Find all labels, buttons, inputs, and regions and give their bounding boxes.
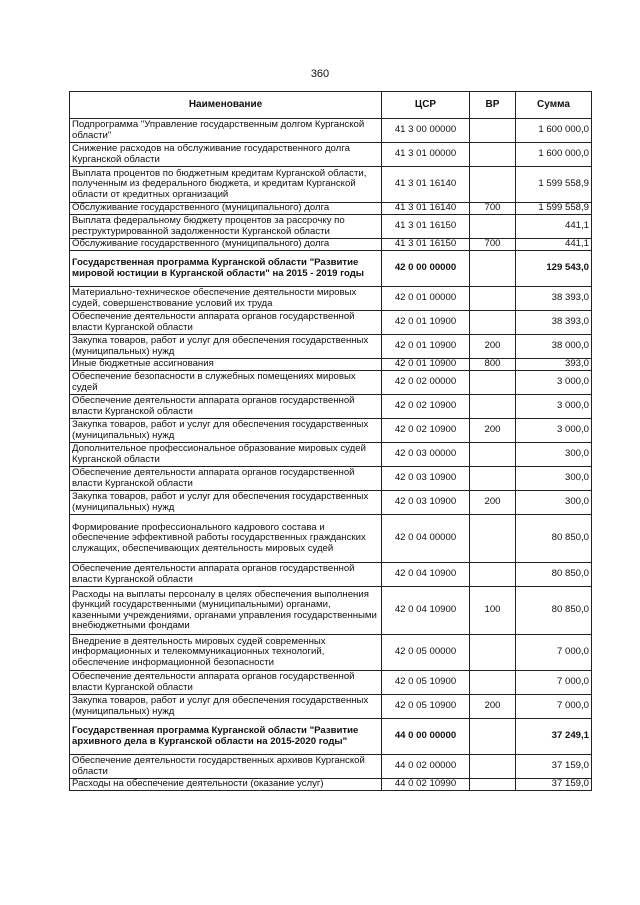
row-name: Расходы на обеспечение деятельности (оказание услуг) [70, 779, 382, 791]
row-vr [470, 371, 516, 395]
header-name: Наименование [70, 92, 382, 119]
row-csr: 42 0 02 10900 [382, 419, 470, 443]
table-body [70, 119, 592, 791]
row-csr: 42 0 04 10900 [382, 587, 470, 635]
row-name: Снижение расходов на обслуживание государственного долга Курганской области [70, 143, 382, 167]
row-csr: 41 3 01 16140 [382, 203, 470, 215]
row-sum: 7 000,0 [516, 695, 592, 719]
row-sum: 300,0 [516, 467, 592, 491]
row-name: Формирование профессионального кадрового состава и обеспечение эффективной работы государственных гражданских служащих, обеспечивающих деятельность мировых судей [70, 515, 382, 563]
table-row [70, 359, 592, 371]
row-vr: 700 [470, 203, 516, 215]
row-sum: 80 850,0 [516, 563, 592, 587]
row-vr: 200 [470, 695, 516, 719]
row-vr [470, 635, 516, 671]
table-row [70, 287, 592, 311]
row-name: Материально-техническое обеспечение деятельности мировых судей, совершенствование условий их труда [70, 287, 382, 311]
row-name: Подпрограмма "Управление государственным долгом Курганской области" [70, 119, 382, 143]
row-name: Государственная программа Курганской области "Развитие мировой юстиции в Курганской области" на 2015 - 2019 годы [70, 251, 382, 287]
table-row [70, 167, 592, 203]
table-row [70, 695, 592, 719]
row-sum: 80 850,0 [516, 587, 592, 635]
header-sum: Сумма [516, 92, 592, 119]
row-vr [470, 443, 516, 467]
row-csr: 42 0 01 10900 [382, 311, 470, 335]
row-csr: 42 0 03 10900 [382, 491, 470, 515]
row-vr [470, 143, 516, 167]
row-csr: 41 3 01 16150 [382, 215, 470, 239]
row-csr: 41 3 01 16150 [382, 239, 470, 251]
table-row [70, 143, 592, 167]
row-vr [470, 755, 516, 779]
table-row [70, 419, 592, 443]
row-name: Обеспечение деятельности государственных архивов Курганской области [70, 755, 382, 779]
row-name: Обслуживание государственного (муниципального) долга [70, 239, 382, 251]
row-csr: 42 0 05 10900 [382, 671, 470, 695]
row-name: Обслуживание государственного (муниципального) долга [70, 203, 382, 215]
table-row [70, 203, 592, 215]
row-sum: 1 599 558,9 [516, 203, 592, 215]
row-sum: 38 393,0 [516, 287, 592, 311]
row-csr: 42 0 04 10900 [382, 563, 470, 587]
row-name: Внедрение в деятельность мировых судей современных информационных и телекоммуникационных технологий, обеспечение информационной безопасности [70, 635, 382, 671]
row-name: Закупка товаров, работ и услуг для обеспечения государственных (муниципальных) нужд [70, 491, 382, 515]
row-vr [470, 311, 516, 335]
row-name: Обеспечение деятельности аппарата органов государственной власти Курганской области [70, 563, 382, 587]
row-csr: 42 0 01 10900 [382, 335, 470, 359]
row-csr: 44 0 02 00000 [382, 755, 470, 779]
row-vr [470, 119, 516, 143]
row-vr [470, 215, 516, 239]
row-csr: 42 0 05 10900 [382, 695, 470, 719]
table-row [70, 467, 592, 491]
row-vr: 800 [470, 359, 516, 371]
row-name: Обеспечение деятельности аппарата органов государственной власти Курганской области [70, 395, 382, 419]
header-vr: ВР [470, 92, 516, 119]
row-csr: 42 0 01 00000 [382, 287, 470, 311]
page-number: 360 [310, 68, 330, 80]
table-row [70, 755, 592, 779]
row-csr: 42 0 02 00000 [382, 371, 470, 395]
table-row [70, 335, 592, 359]
row-vr [470, 515, 516, 563]
row-name: Обеспечение деятельности аппарата органов государственной власти Курганской области [70, 311, 382, 335]
row-sum: 3 000,0 [516, 419, 592, 443]
row-vr [470, 251, 516, 287]
row-vr [470, 779, 516, 791]
row-vr [470, 563, 516, 587]
table-row [70, 311, 592, 335]
row-sum: 393,0 [516, 359, 592, 371]
row-sum: 3 000,0 [516, 371, 592, 395]
row-vr: 700 [470, 239, 516, 251]
row-vr [470, 719, 516, 755]
table-row [70, 491, 592, 515]
table-row [70, 395, 592, 419]
row-name: Закупка товаров, работ и услуг для обеспечения государственных (муниципальных) нужд [70, 335, 382, 359]
row-name: Обеспечение деятельности аппарата органов государственной власти Курганской области [70, 671, 382, 695]
row-csr: 41 3 00 00000 [382, 119, 470, 143]
row-sum: 300,0 [516, 443, 592, 467]
table-row [70, 635, 592, 671]
table-row [70, 239, 592, 251]
row-name: Обеспечение деятельности аппарата органов государственной власти Курганской области [70, 467, 382, 491]
row-csr: 44 0 02 10990 [382, 779, 470, 791]
row-sum: 37 159,0 [516, 779, 592, 791]
row-sum: 441,1 [516, 239, 592, 251]
row-sum: 38 000,0 [516, 335, 592, 359]
row-csr: 42 0 03 00000 [382, 443, 470, 467]
row-sum: 38 393,0 [516, 311, 592, 335]
row-csr: 42 0 02 10900 [382, 395, 470, 419]
row-sum: 441,1 [516, 215, 592, 239]
table-row [70, 371, 592, 395]
row-sum: 80 850,0 [516, 515, 592, 563]
row-sum: 7 000,0 [516, 635, 592, 671]
table-row [70, 671, 592, 695]
row-sum: 37 159,0 [516, 755, 592, 779]
row-name: Выплата федеральному бюджету процентов за рассрочку по реструктурированной задолженности Курганской области [70, 215, 382, 239]
table-row [70, 119, 592, 143]
row-vr [470, 287, 516, 311]
row-sum: 37 249,1 [516, 719, 592, 755]
header-csr: ЦСР [382, 92, 470, 119]
table-row [70, 251, 592, 287]
table-row [70, 443, 592, 467]
row-csr: 42 0 05 00000 [382, 635, 470, 671]
row-csr: 41 3 01 00000 [382, 143, 470, 167]
table-row [70, 779, 592, 791]
row-name: Закупка товаров, работ и услуг для обеспечения государственных (муниципальных) нужд [70, 419, 382, 443]
row-name: Государственная программа Курганской области "Развитие архивного дела в Курганской области на 2015-2020 годы" [70, 719, 382, 755]
row-vr [470, 167, 516, 203]
row-csr: 41 3 01 16140 [382, 167, 470, 203]
row-csr: 42 0 00 00000 [382, 251, 470, 287]
row-vr: 200 [470, 491, 516, 515]
table-row [70, 719, 592, 755]
row-csr: 42 0 01 10900 [382, 359, 470, 371]
table-row [70, 563, 592, 587]
row-name: Обеспечение безопасности в служебных помещениях мировых судей [70, 371, 382, 395]
row-sum: 129 543,0 [516, 251, 592, 287]
row-name: Иные бюджетные ассигнования [70, 359, 382, 371]
row-sum: 300,0 [516, 491, 592, 515]
row-name: Расходы на выплаты персоналу в целях обеспечения выполнения функций государственными (муниципальными) органами, казенными учреждениями, органами управления государственными внебюджетными фондами [70, 587, 382, 635]
row-name: Закупка товаров, работ и услуг для обеспечения государственных (муниципальных) нужд [70, 695, 382, 719]
row-csr: 42 0 03 10900 [382, 467, 470, 491]
table-row [70, 515, 592, 563]
row-name: Дополнительное профессиональное образование мировых судей Курганской области [70, 443, 382, 467]
row-vr [470, 395, 516, 419]
row-sum: 1 600 000,0 [516, 143, 592, 167]
row-vr: 200 [470, 419, 516, 443]
row-vr: 200 [470, 335, 516, 359]
row-vr [470, 467, 516, 491]
row-csr: 42 0 04 00000 [382, 515, 470, 563]
row-sum: 1 599 558,9 [516, 167, 592, 203]
row-sum: 3 000,0 [516, 395, 592, 419]
table-row [70, 587, 592, 635]
table-row [70, 215, 592, 239]
row-sum: 7 000,0 [516, 671, 592, 695]
row-sum: 1 600 000,0 [516, 119, 592, 143]
row-vr: 100 [470, 587, 516, 635]
row-csr: 44 0 00 00000 [382, 719, 470, 755]
row-name: Выплата процентов по бюджетным кредитам Курганской области, полученным из федерального бюджета, и кредитам Курганской области от кредитных организаций [70, 167, 382, 203]
table-header-row [70, 92, 592, 119]
row-vr [470, 671, 516, 695]
budget-table [69, 91, 592, 791]
